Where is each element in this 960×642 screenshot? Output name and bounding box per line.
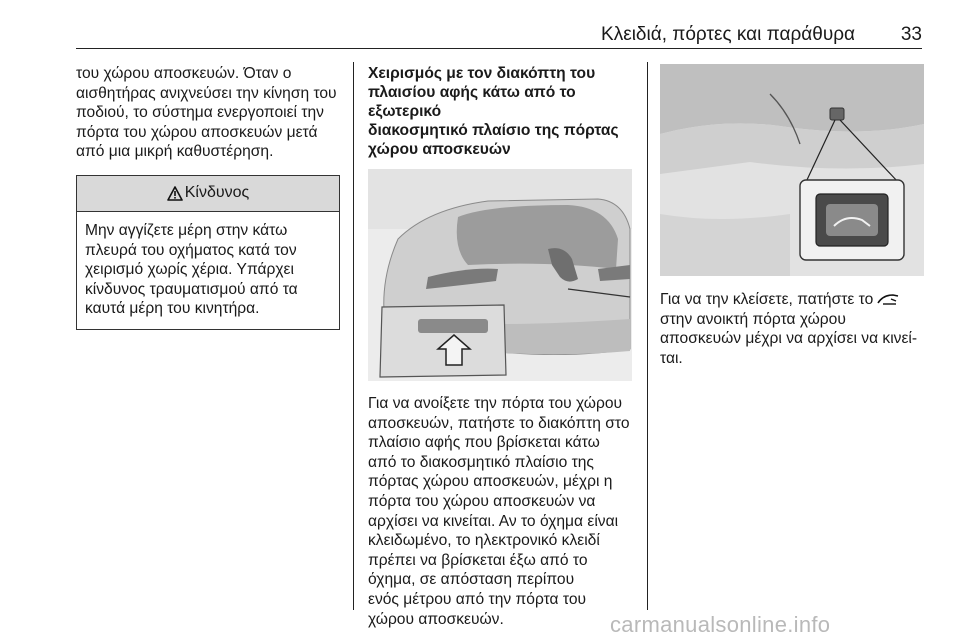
watermark: carmanualsonline.info [610, 612, 831, 637]
section-heading: Χειρισμός με τον διακόπτη του πλαισίου αφής κάτω από το εξωτερικό διακοσμητικό πλαίσιο της πόρτας χώρου αποσκευών [368, 65, 619, 158]
header-rule [76, 48, 922, 49]
intro-paragraph: του χώρου αποσκευών. Όταν ο αισθητήρας ανιχνεύσει την κίνηση του ποδιού, το σύστημα ενεργοποιεί την πόρτα του χώρου αποσκευών μετά από μια μικρή καθυστέρηση. [76, 65, 337, 161]
warning-body [77, 212, 339, 329]
warning-triangle-icon [167, 186, 183, 201]
car-tailgate-switch-illustration [368, 169, 632, 381]
open-instructions: Για να ανοίξετε την πόρτα του χώρου αποσκευών, πατήστε το διακόπτη στο πλαίσιο αφής που βρίσκεται κάτω από το διακοσμητικό πλαίσιο της πόρτας χώρου αποσκευών, μέχρι η πόρτα του χώρου αποσκευών να αρχίσει να κινείται. Αν το όχημα είναι κλειδωμένο, το ηλεκτρονικό κλειδί πρέπει να βρίσκεται έξω από το όχημα, σε απόσταση περίπου ενός μέτρου από την πόρτα του χώρου αποσκευών. [368, 395, 630, 628]
column-divider-left [353, 62, 354, 610]
warning-title: Κίνδυνος [184, 184, 250, 202]
warning-box [76, 175, 340, 330]
column-divider-right [647, 62, 648, 610]
close-text-before-icon: Για να την κλείσετε, πατήστε το [660, 291, 874, 308]
page-number: 33 [900, 24, 922, 45]
column-3 [660, 64, 930, 368]
column-2 [368, 64, 638, 629]
close-instructions [660, 290, 930, 368]
tailgate-close-button-illustration [660, 64, 924, 276]
warning-header [77, 176, 339, 212]
page-header-title: Κλειδιά, πόρτες και παράθυρα [601, 24, 855, 45]
column-1 [76, 64, 346, 330]
tailgate-close-icon [877, 292, 899, 306]
close-text-after-icon: στην ανοικτή πόρτα χώρου αποσκευών μέχρι να αρχίσει να κινεί- ται. [660, 310, 918, 367]
warning-text: Μην αγγίζετε μέρη στην κάτω πλευρά του οχήματος κατά τον χειρισμό χωρίς χέρια. Υπάρχει κίνδυνος τραυματισμού από τα καυτά μέρη του κινητήρα. [85, 221, 298, 318]
